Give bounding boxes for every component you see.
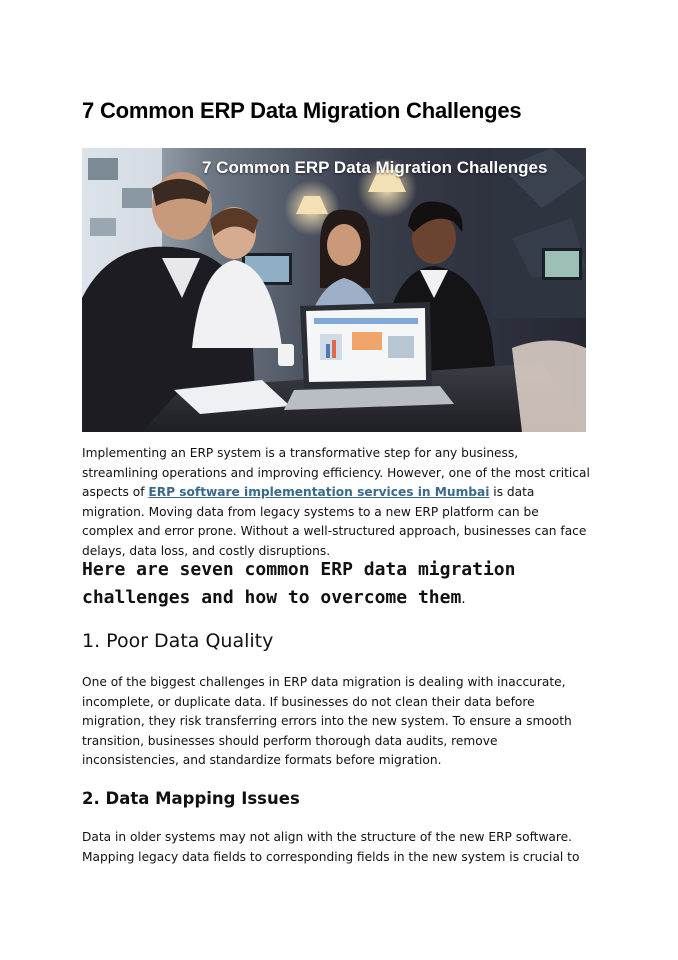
- hero-caption: 7 Common ERP Data Migration Challenges: [202, 158, 548, 177]
- office-meeting-illustration: [82, 148, 586, 432]
- subheading-text: Here are seven common ERP data migration challenges and how to overcome them: [82, 559, 516, 608]
- intro-text: Implementing an ERP system is a transformative step for any business, streamlining operations and improving efficiency. However, one of the most critical aspects of: [82, 446, 590, 499]
- hero-image: [82, 148, 586, 432]
- section-heading-data-mapping: 2. Data Mapping Issues: [82, 789, 300, 808]
- section-body-poor-data-quality: One of the biggest challenges in ERP data migration is dealing with inaccurate, incomplete, or duplicate data. If businesses do not clean their data before migration, they risk transferring errors into the new system. To ensure a smooth transition, businesses should perform thorough data audits, remove inconsistencies, and standardize formats before migration.: [82, 675, 572, 767]
- section-body-data-mapping: Data in older systems may not align with the structure of the new ERP software. Mapping legacy data fields to corresponding fields in the new system is crucial to: [82, 830, 580, 864]
- page-title: 7 Common ERP Data Migration Challenges: [82, 98, 522, 123]
- subheading-period: .: [461, 591, 466, 607]
- intro-text-continued: is data migration. Moving data from legacy systems to a new ERP platform can be complex and error prone. Without a well-structured approach, businesses can face delays, data loss, and costly disruptions.: [82, 485, 587, 558]
- erp-services-link[interactable]: ERP software implementation services in Mumbai: [148, 485, 490, 499]
- intro-paragraph: [82, 444, 592, 561]
- section-subheading: [82, 556, 582, 613]
- section-heading-poor-data-quality: 1. Poor Data Quality: [82, 630, 274, 652]
